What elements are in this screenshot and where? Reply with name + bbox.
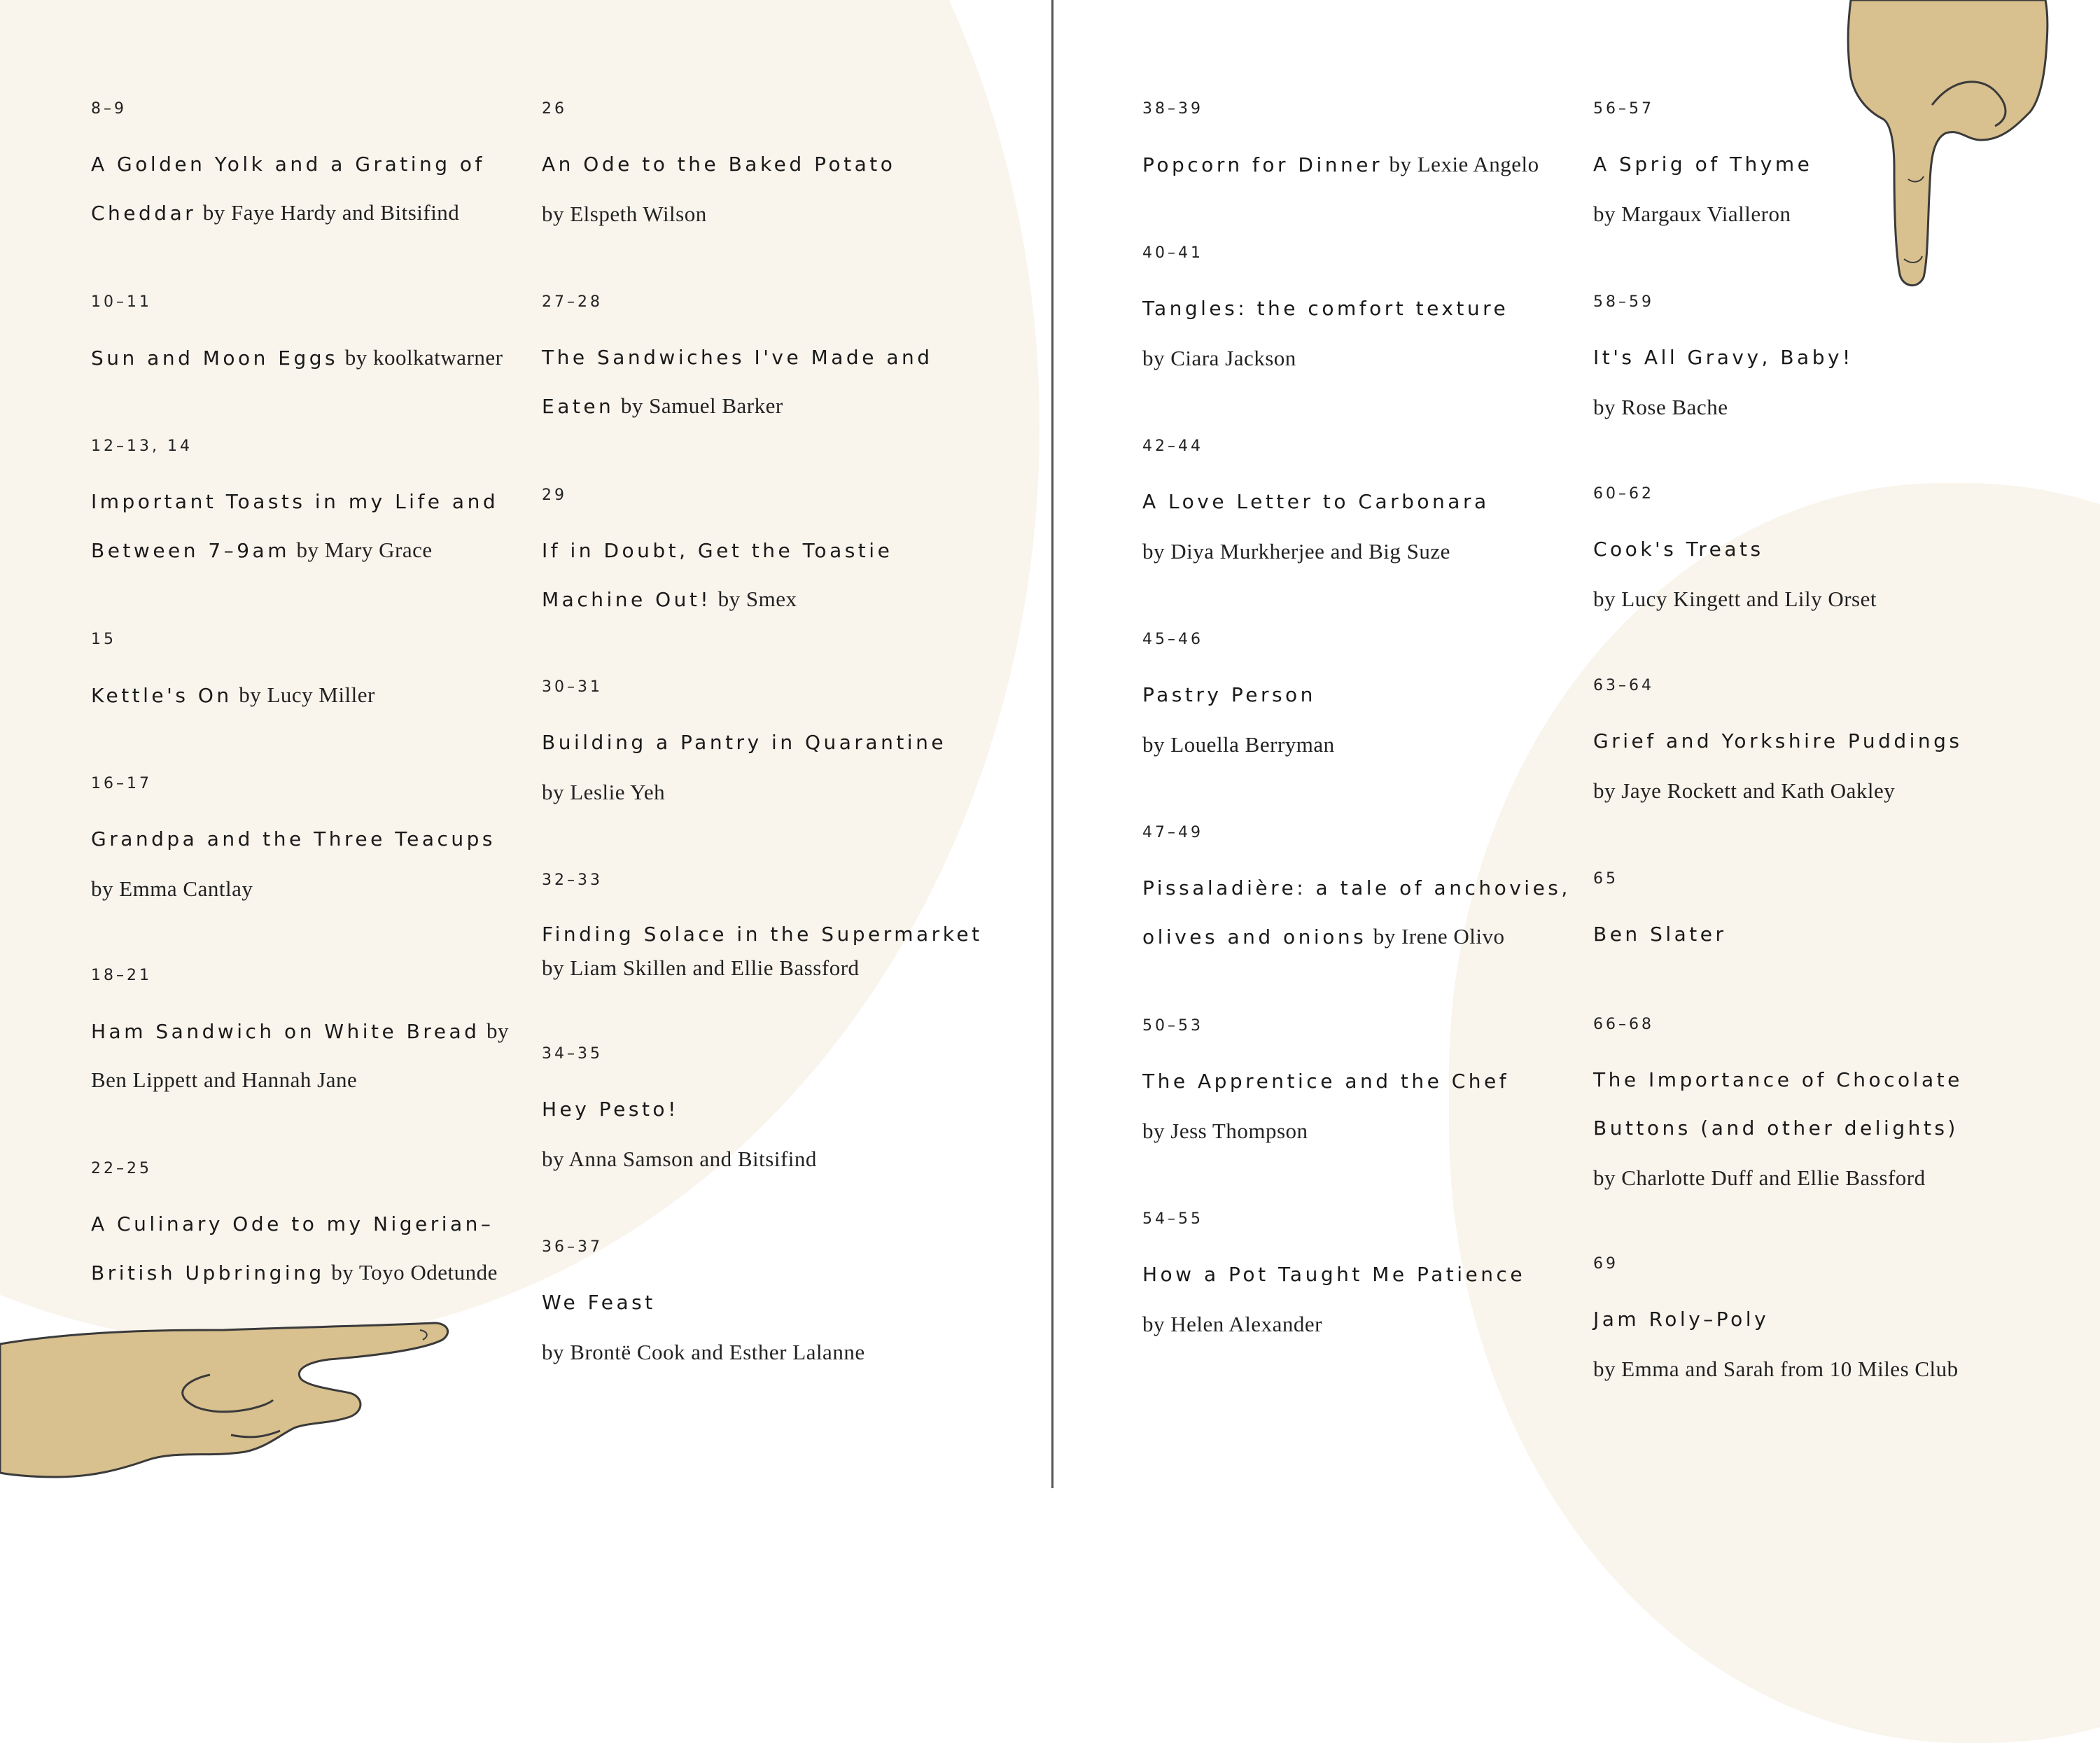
story-title: A Golden Yolk and a Grating of Cheddar [91,153,485,225]
page-range: 22–25 [91,1160,152,1177]
contents-entry [542,1044,997,1183]
page-range: 60–62 [1593,485,1654,503]
page-range: 18–21 [91,967,152,984]
story-title: Pastry Person [1142,683,1316,706]
contents-entry [1142,99,1597,189]
page-range: 40–41 [1142,244,1203,262]
contents-entry [542,678,997,816]
story-title: Finding Solace in the Supermarket [542,923,983,946]
story-author: by Toyo Odetunde [331,1260,498,1284]
contents-entry [542,871,997,984]
story-title: If in Doubt, Get the Toastie Machine Out! [542,539,893,611]
story-author: by Diya Murkherjee and Big Suze [1142,539,1450,564]
contents-entry [1142,437,1597,575]
page-range: 63–64 [1593,677,1654,694]
story-title: The Importance of Chocolate Buttons (and other delights) [1593,1068,1963,1140]
story-title: Popcorn for Dinner [1142,153,1382,176]
page-range: 8–9 [91,100,127,118]
story-author: by Emma Cantlay [91,876,253,901]
hand-shape [1848,0,2047,286]
story-author: by Jess Thompson [1142,1119,1308,1143]
story-author: by Rose Bache [1593,395,1728,419]
story-title: How a Pot Taught Me Patience [1142,1263,1526,1286]
story-author: by Elspeth Wilson [542,202,707,226]
page-range: 30–31 [542,678,603,696]
story-title: Important Toasts in my Life and Between 7–9am [91,490,499,562]
contents-entry [91,293,546,382]
story-title: Building a Pantry in Quarantine [542,731,947,754]
story-title: Ham Sandwich on White Bread [91,1020,480,1043]
page-range: 29 [542,486,567,504]
hand-shape [0,1323,448,1477]
contents-entry [91,774,546,913]
page-range: 42–44 [1142,438,1203,455]
pointing-hand-down-icon [1841,0,2051,294]
story-author: by Ben Lippett and Hannah Jane [91,1018,509,1092]
story-title: Sun and Moon Eggs [91,346,339,370]
story-author: by Brontë Cook and Esther Lalanne [542,1340,865,1364]
page-range: 10–11 [91,293,152,311]
story-author: by Helen Alexander [1142,1312,1322,1336]
story-title: Pissaladière: a tale of anchovies, olives and onions [1142,876,1571,948]
story-title: Cook's Treats [1593,538,1764,561]
story-title: Hey Pesto! [542,1098,679,1121]
page-range: 45–46 [1142,631,1203,648]
contents-entry [1142,630,1597,769]
story-title: Jam Roly–Poly [1593,1308,1770,1331]
story-author: by Lucy Kingett and Lily Orset [1593,587,1877,611]
contents-entry [91,99,546,237]
story-title: It's All Gravy, Baby! [1593,346,1854,369]
story-author: by Lexie Angelo [1389,152,1539,176]
page-range: 58–59 [1593,293,1654,311]
story-author: by Charlotte Duff and Ellie Bassford [1593,1166,1926,1190]
contents-entry [1593,1254,2048,1393]
contents-entry [542,293,997,430]
page-range: 69 [1593,1255,1618,1273]
story-author: by Lucy Miller [239,682,375,707]
contents-entry [1593,293,2048,431]
story-author: by Anna Samson and Bitsifind [542,1147,817,1171]
story-author: by Margaux Vialleron [1593,202,1791,226]
contents-entry [542,486,997,624]
story-title: Tangles: the comfort texture [1142,297,1509,320]
contents-entry [542,1238,997,1376]
contents-entry [1142,823,1597,961]
page-spine-divider [1051,0,1054,1488]
page-range: 32–33 [542,872,603,889]
story-author: by koolkatwarner [344,345,503,370]
contents-entry [1593,484,2048,623]
contents-entry [91,1159,546,1297]
story-title: A Love Letter to Carbonara [1142,490,1490,513]
story-title: An Ode to the Baked Potato [542,153,896,176]
story-author: by Ciara Jackson [1142,346,1296,370]
page-range: 26 [542,100,567,118]
page-range: 16–17 [91,775,152,792]
story-author: by Faye Hardy and Bitsifind [202,200,460,225]
contents-entry [1142,244,1597,382]
story-title: The Sandwiches I've Made and Eaten [542,346,933,418]
story-title: A Culinary Ode to my Nigerian–British Upbringing [91,1212,494,1284]
page-range: 36–37 [542,1238,603,1256]
page-range: 50–53 [1142,1017,1203,1035]
story-title: We Feast [542,1291,656,1314]
story-author: by Mary Grace [296,538,433,562]
story-author: by Liam Skillen and Ellie Bassford [542,955,860,980]
page-range: 65 [1593,870,1618,888]
story-author: by Leslie Yeh [542,780,666,804]
story-author: by Jaye Rockett and Kath Oakley [1593,778,1896,803]
pointing-hand-right-icon [0,1302,462,1488]
page-range: 47–49 [1142,824,1203,841]
story-author: by Emma and Sarah from 10 Miles Club [1593,1357,1959,1381]
story-author: by Louella Berryman [1142,732,1335,757]
contents-entry [91,437,546,575]
contents-entry [1593,869,2048,958]
story-author: by Smex [718,587,797,611]
story-title: Kettle's On [91,684,232,707]
contents-entry [1142,1210,1597,1348]
contents-entry [542,99,997,238]
story-title: The Apprentice and the Chef [1142,1070,1510,1093]
story-title: Grief and Yorkshire Puddings [1593,729,1963,752]
page-range: 12–13, 14 [91,438,192,455]
page-range: 27–28 [542,293,603,311]
page-range: 34–35 [542,1045,603,1063]
page-range: 56–57 [1593,100,1654,118]
contents-entry [91,966,546,1105]
page-range: 15 [91,631,116,648]
contents-entry [1593,1015,2048,1202]
page-range: 66–68 [1593,1016,1654,1033]
story-author: by Irene Olivo [1373,924,1505,948]
contents-entry [91,630,546,720]
story-author: by Samuel Barker [620,393,783,418]
contents-entry [1593,676,2048,815]
story-title: A Sprig of Thyme [1593,153,1813,176]
story-title: Ben Slater [1593,923,1727,946]
contents-entry [1142,1016,1597,1155]
page-range: 38–39 [1142,100,1203,118]
story-title: Grandpa and the Three Teacups [91,827,496,850]
page-range: 54–55 [1142,1210,1203,1228]
